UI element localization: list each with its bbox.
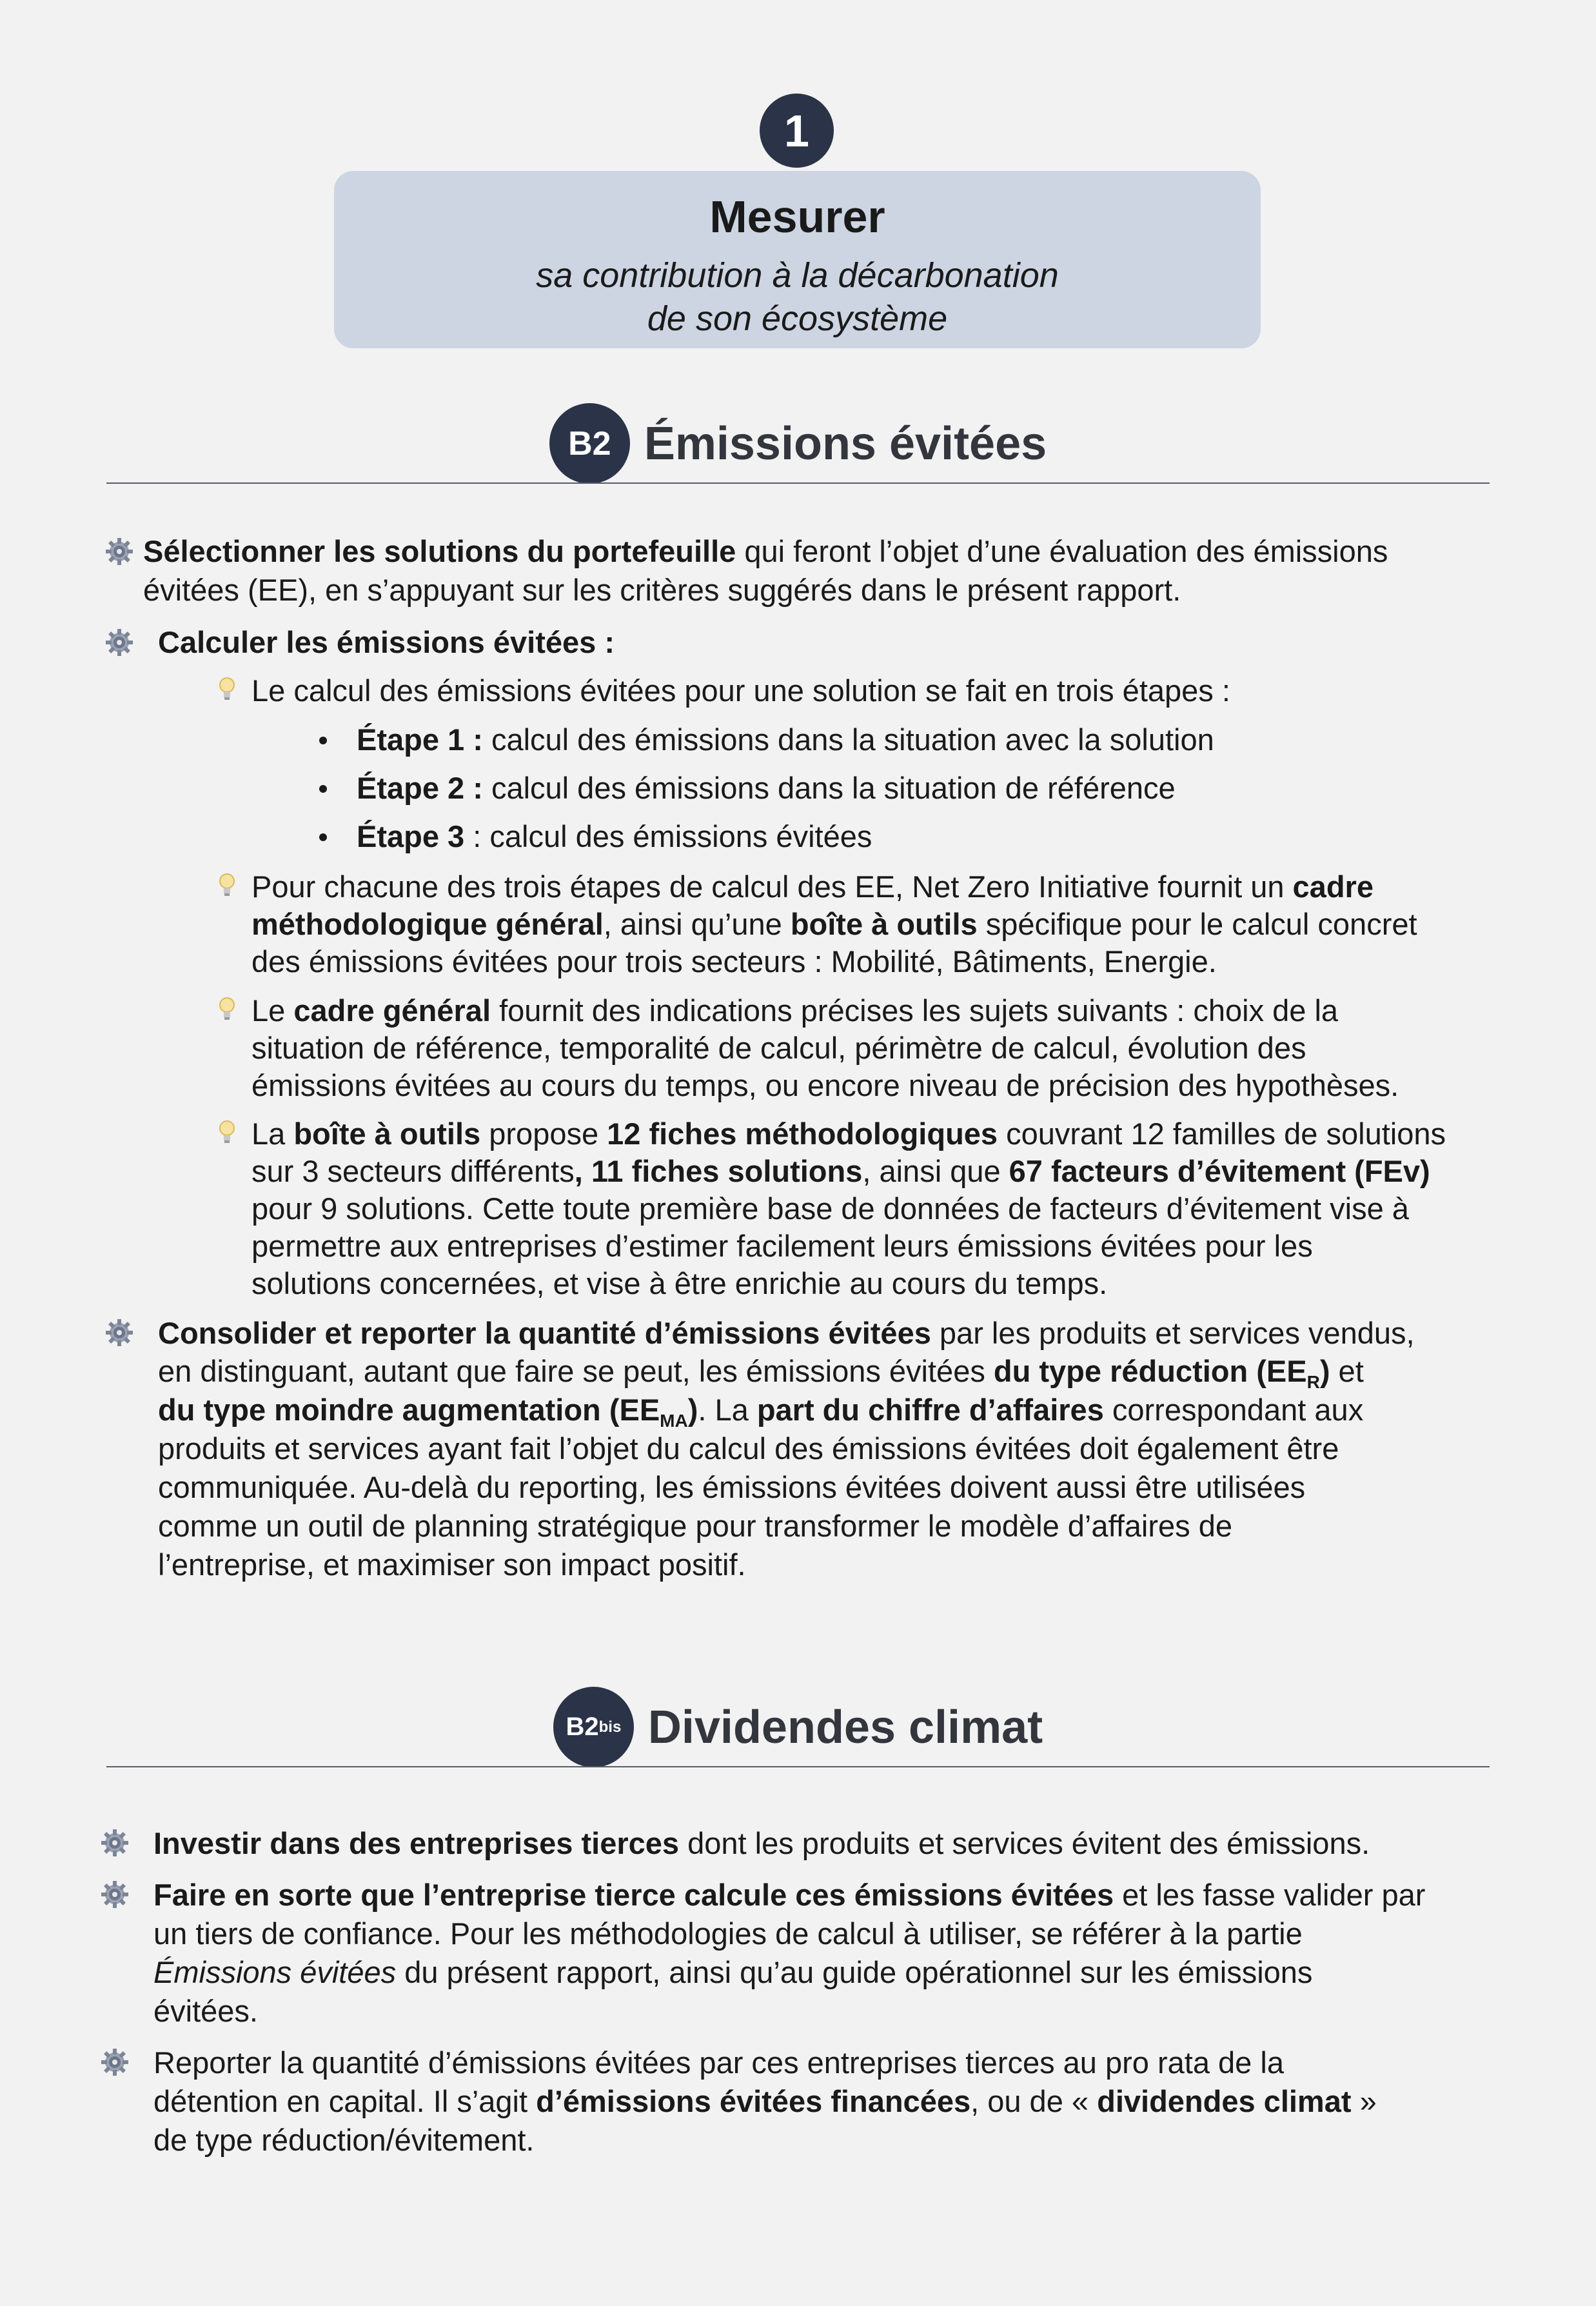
page-title: Mesurer bbox=[709, 192, 885, 242]
paragraph-consolider-line-1: Consolider et reporter la quantité d’émissions évitées par les produits et services vendus, bbox=[158, 1316, 1415, 1350]
steps-intro: Le calcul des émissions évitées pour une solution se fait en trois étapes : bbox=[251, 673, 1230, 708]
paragraph-select-line-2: évitées (EE), en s’appuyant sur les critères suggérés dans le présent rapport. bbox=[143, 573, 1181, 607]
paragraph-outils-line-4: permettre aux entreprises d’estimer facilement leurs émissions évitées pour les bbox=[251, 1229, 1313, 1263]
step-1: Étape 1 : calcul des émissions dans la situation avec la solution bbox=[357, 722, 1214, 757]
gear-bullet-icon bbox=[104, 628, 134, 657]
paragraph-reporter-line-1: Reporter la quantité d’émissions évitées par ces entreprises tierces au pro rata de la bbox=[153, 2045, 1284, 2080]
step-3: Étape 3 : calcul des émissions évitées bbox=[357, 819, 872, 853]
header-card bbox=[334, 171, 1261, 348]
paragraph-outils-line-3: pour 9 solutions. Cette toute première base de données de facteurs d’évitement vise à bbox=[251, 1191, 1409, 1226]
bullet-dot bbox=[319, 785, 327, 793]
lightbulb-icon bbox=[217, 996, 237, 1022]
gear-bullet-icon bbox=[100, 1880, 130, 1909]
step-2: Étape 2 : calcul des émissions dans la situation de référence bbox=[357, 771, 1176, 805]
paragraph-cadre-line-1: Pour chacune des trois étapes de calcul des EE, Net Zero Initiative fournit un cadre bbox=[251, 870, 1374, 904]
paragraph-general-line-1: Le cadre général fournit des indications précises les sujets suivants : choix de la bbox=[251, 993, 1339, 1028]
step-number-badge: 1 bbox=[760, 94, 834, 168]
paragraph-select-line-1: Sélectionner les solutions du portefeuille qui feront l’objet d’une évaluation des émissions bbox=[143, 534, 1388, 568]
lightbulb-icon bbox=[217, 1119, 237, 1145]
paragraph-faire-line-2: un tiers de confiance. Pour les méthodologies de calcul à utiliser, se référer à la partie bbox=[153, 1916, 1303, 1951]
section-badge-b2: B2 bbox=[549, 403, 630, 484]
paragraph-outils-line-2: sur 3 secteurs différents, 11 fiches solutions, ainsi que 67 facteurs d’évitement (FEv) bbox=[251, 1154, 1430, 1188]
section-title-b2bis: Dividendes climat bbox=[647, 1701, 1043, 1753]
paragraph-reporter-line-3: de type réduction/évitement. bbox=[153, 2123, 535, 2157]
page-subtitle-line-1: sa contribution à la décarbonation bbox=[536, 256, 1059, 295]
gear-bullet-icon bbox=[104, 1318, 134, 1347]
paragraph-investir: Investir dans des entreprises tierces dont les produits et services évitent des émissions. bbox=[153, 1826, 1370, 1860]
page-subtitle-line-2: de son écosystème bbox=[647, 299, 948, 338]
paragraph-consolider-line-3: du type moindre augmentation $(EE_{MA})$. La part du chiffre d’affaires correspondant aux bbox=[158, 1393, 1364, 1431]
paragraph-general-line-2: situation de référence, temporalité de calcul, périmètre de calcul, évolution des bbox=[251, 1031, 1306, 1065]
gear-bullet-icon bbox=[104, 537, 134, 566]
bullet-dot bbox=[319, 833, 327, 841]
lightbulb-icon bbox=[217, 676, 237, 702]
paragraph-faire-line-4: évitées. bbox=[153, 1994, 258, 2028]
paragraph-faire-line-3: Émissions évitées du présent rapport, ainsi qu’au guide opérationnel sur les émissions bbox=[153, 1955, 1313, 1989]
paragraph-outils-line-5: solutions concernées, et vise à être enrichie au cours du temps. bbox=[251, 1266, 1108, 1300]
gear-bullet-icon bbox=[100, 2047, 130, 2077]
paragraph-consolider-line-4: produits et services ayant fait l’objet du calcul des émissions évitées doit également être bbox=[158, 1431, 1339, 1466]
section-header-b2 bbox=[0, 403, 1596, 484]
paragraph-consolider-line-6: comme un outil de planning stratégique pour transformer le modèle d’affaires de bbox=[158, 1509, 1232, 1543]
section-divider-b2 bbox=[106, 482, 1490, 484]
section-header-b2bis bbox=[0, 1687, 1596, 1767]
paragraph-general-line-3: émissions évitées au cours du temps, ou encore niveau de précision des hypothèses. bbox=[251, 1068, 1399, 1102]
section-divider-b2bis bbox=[106, 1766, 1490, 1767]
bullet-dot bbox=[319, 737, 327, 744]
gear-bullet-icon bbox=[100, 1828, 130, 1858]
heading-calculer: Calculer les émissions évitées : bbox=[158, 625, 615, 659]
paragraph-consolider-line-2: en distinguant, autant que faire se peut, les émissions évitées du type réduction $(EE_R)$ et bbox=[158, 1354, 1364, 1392]
lightbulb-icon bbox=[217, 872, 237, 898]
paragraph-consolider-line-7: l’entreprise, et maximiser son impact positif. bbox=[158, 1547, 746, 1582]
paragraph-outils-line-1: La boîte à outils propose 12 fiches méthodologiques couvrant 12 familles de solutions bbox=[251, 1117, 1446, 1151]
section-badge-b2bis: B2 bis bbox=[553, 1687, 634, 1767]
paragraph-reporter-line-2: détention en capital. Il s’agit d’émissions évitées financées, ou de « dividendes climat » bbox=[153, 2084, 1377, 2118]
paragraph-cadre-line-3: des émissions évitées pour trois secteurs : Mobilité, Bâtiments, Energie. bbox=[251, 944, 1217, 979]
paragraph-cadre-line-2: méthodologique général, ainsi qu’une boîte à outils spécifique pour le calcul concret bbox=[251, 907, 1417, 941]
paragraph-consolider-line-5: communiquée. Au-delà du reporting, les émissions évitées doivent aussi être utilisées bbox=[158, 1470, 1306, 1504]
paragraph-faire-line-1: Faire en sorte que l’entreprise tierce calcule ces émissions évitées et les fasse valider par bbox=[153, 1878, 1426, 1912]
section-title-b2: Émissions évitées bbox=[644, 417, 1047, 470]
